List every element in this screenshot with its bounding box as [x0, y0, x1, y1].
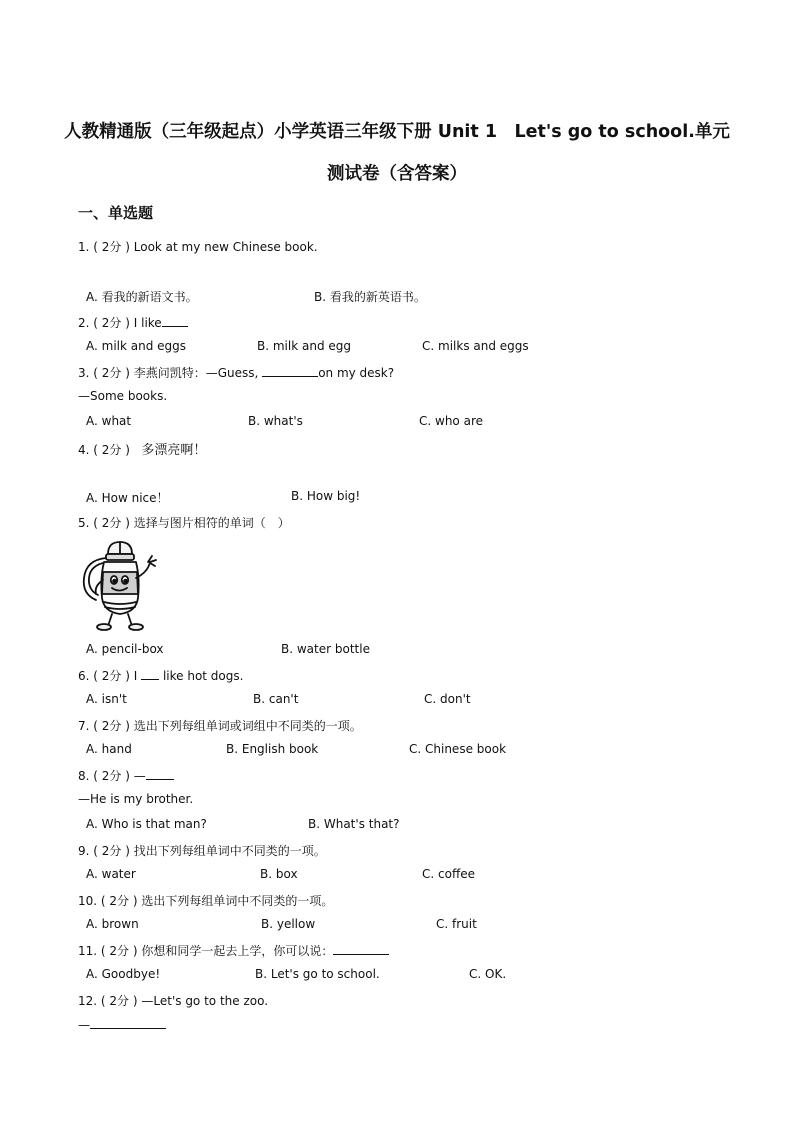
q5-option-b: B. water bottle — [281, 642, 370, 656]
q11-option-c: C. OK. — [469, 967, 507, 981]
q7-option-a: A. hand — [86, 742, 132, 756]
q7-option-c: C. Chinese book — [409, 742, 507, 756]
question-2: 2. ( 2分 ) I like — [78, 314, 188, 331]
q7-option-b: B. English book — [226, 742, 319, 756]
question-10: 10. ( 2分 ) 选出下列每组单词中不同类的一项。 — [78, 894, 334, 908]
answer-blank — [141, 668, 159, 680]
q9-option-b: B. box — [260, 867, 298, 881]
question-8: 8. ( 2分 ) — — [78, 767, 174, 784]
page-title-line-2: 测试卷（含答案） — [327, 164, 467, 184]
water-bottle-picture — [78, 538, 162, 632]
question-12: 12. ( 2分 ) —Let's go to the zoo. — [78, 994, 269, 1008]
q2-option-c: C. milks and eggs — [422, 339, 529, 353]
q3-option-c: C. who are — [419, 414, 483, 428]
q3-option-a: A. what — [86, 414, 132, 428]
page-title-line-1: 人教精通版（三年级起点）小学英语三年级下册 Unit 1 Let's go to school.单元 — [64, 122, 730, 142]
q4-option-b: B. How big! — [291, 489, 361, 503]
q2-option-b: B. milk and egg — [257, 339, 351, 353]
question-11: 11. ( 2分 ) 你想和同学一起去上学，你可以说： — [78, 942, 389, 959]
question-7: 7. ( 2分 ) 选出下列每组单词或词组中不同类的一项。 — [78, 719, 362, 733]
q6-option-b: B. can't — [253, 692, 299, 706]
q9-option-c: C. coffee — [422, 867, 475, 881]
q2-option-a: A. milk and eggs — [86, 339, 187, 353]
q6-option-a: A. isn't — [86, 692, 127, 706]
question-9: 9. ( 2分 ) 找出下列每组单词中不同类的一项。 — [78, 844, 326, 858]
q8-option-b: B. What's that? — [308, 817, 400, 831]
section-heading: 一、单选题 — [78, 204, 154, 222]
question-6: 6. ( 2分 ) I like hot dogs. — [78, 669, 244, 683]
q10-option-b: B. yellow — [261, 917, 316, 931]
answer-blank — [90, 1017, 166, 1029]
q10-option-c: C. fruit — [436, 917, 477, 931]
question-3: 3. ( 2分 ) 李燕问凯特：—Guess, on my desk? — [78, 366, 395, 380]
answer-blank — [262, 365, 318, 377]
q5-option-a: A. pencil-box — [86, 642, 164, 656]
answer-blank — [162, 315, 188, 327]
q11-option-a: A. Goodbye! — [86, 967, 161, 981]
q8-option-a: A. Who is that man? — [86, 817, 207, 831]
question-4: 4. ( 2分 ) 多漂亮啊！ — [78, 443, 207, 458]
q6-option-c: C. don't — [424, 692, 471, 706]
q10-option-a: A. brown — [86, 917, 139, 931]
q3-option-b: B. what's — [248, 414, 303, 428]
q1-option-b: B. 看我的新英语书。 — [314, 290, 426, 304]
answer-blank — [146, 768, 174, 780]
q4-option-a: A. How nice！ — [86, 491, 169, 505]
q3-reply: —Some books. — [78, 389, 168, 403]
q12-reply-blank: — — [78, 1017, 166, 1032]
q8-reply: —He is my brother. — [78, 792, 194, 806]
q11-option-b: B. Let's go to school. — [255, 967, 380, 981]
question-5: 5. ( 2分 ) 选择与图片相符的单词（ ） — [78, 516, 290, 530]
q9-option-a: A. water — [86, 867, 136, 881]
question-1: 1. ( 2分 ) Look at my new Chinese book. — [78, 240, 318, 254]
answer-blank — [333, 943, 389, 955]
q1-option-a: A. 看我的新语文书。 — [86, 290, 198, 304]
